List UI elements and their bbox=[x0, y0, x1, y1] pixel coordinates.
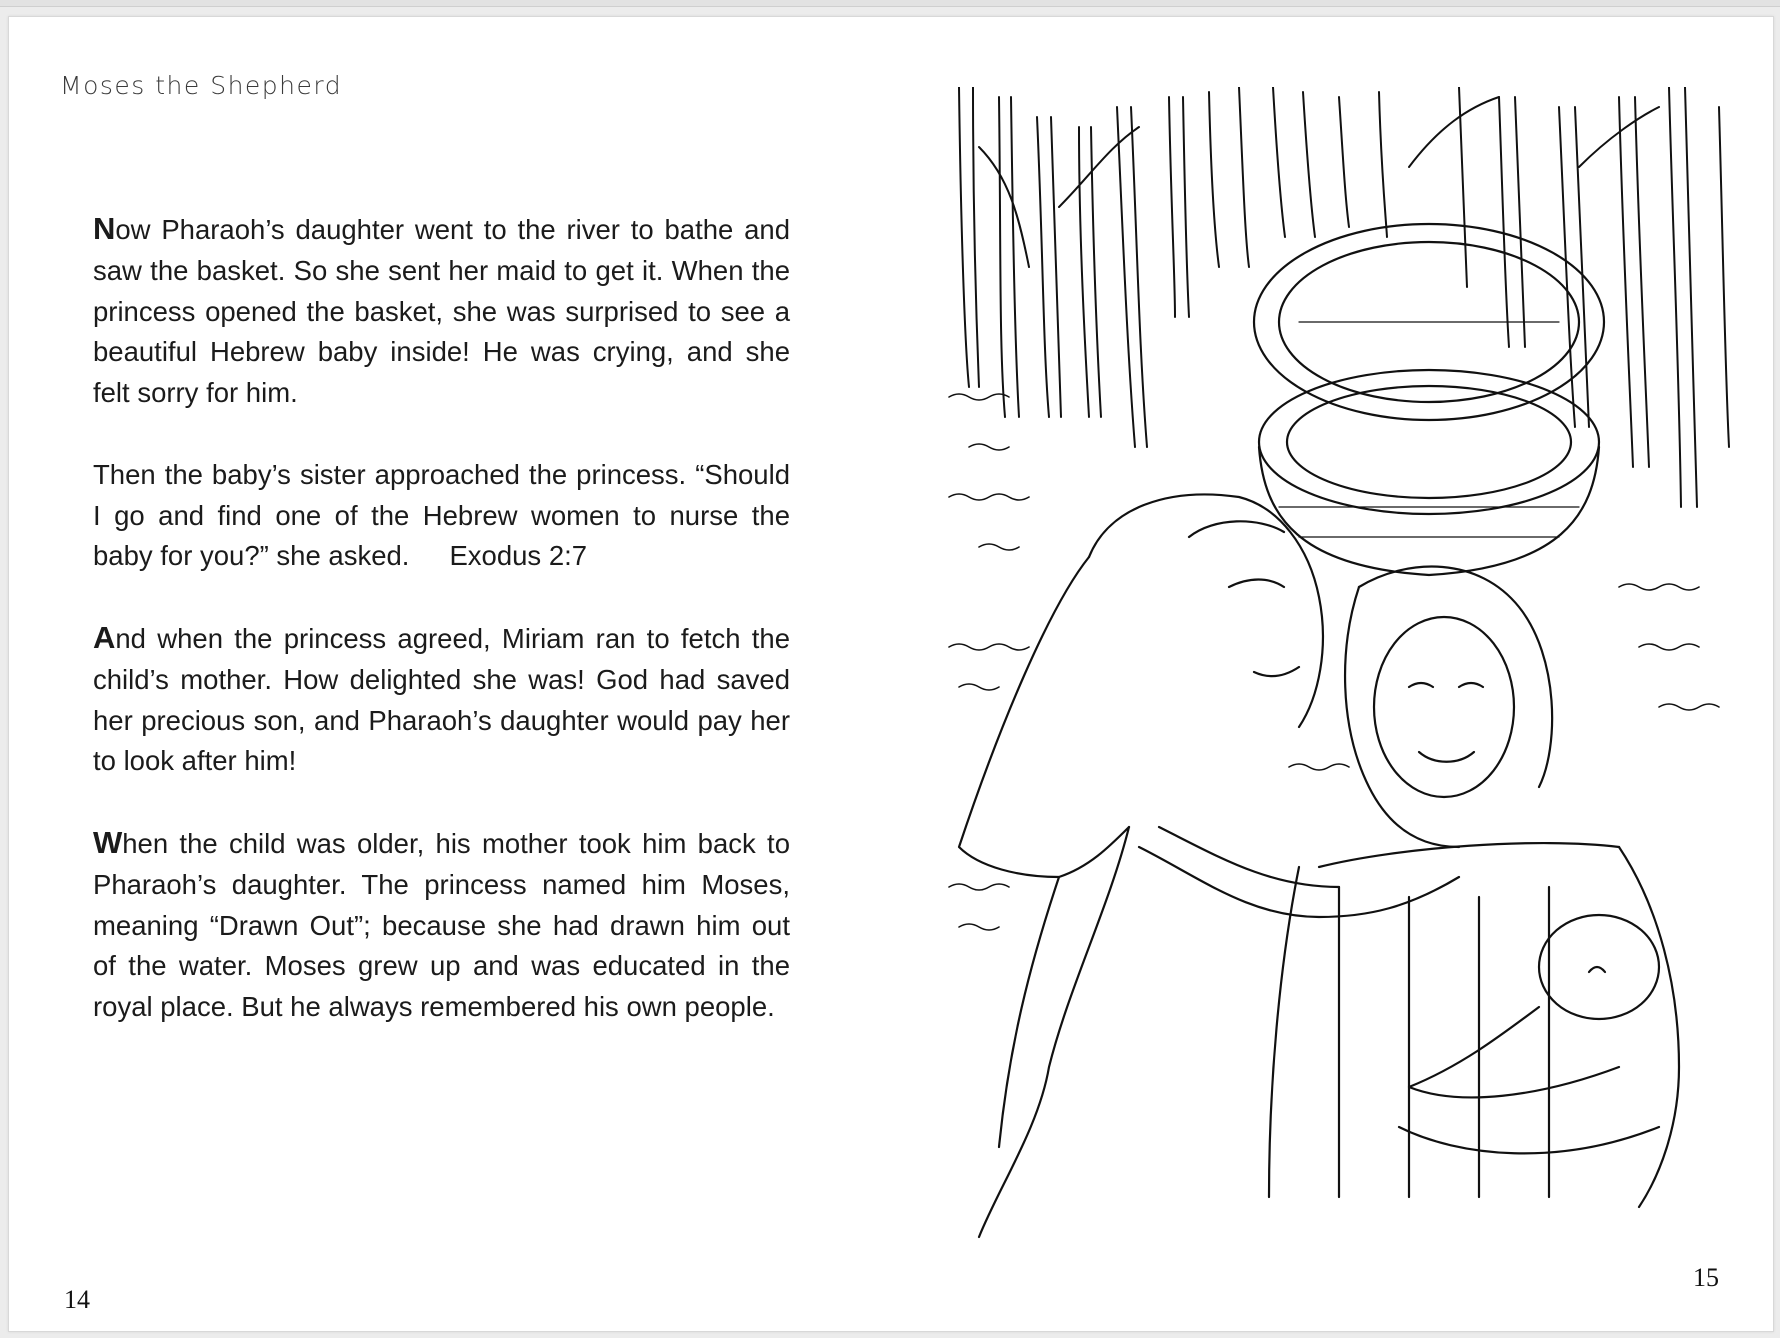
reeds bbox=[959, 87, 1729, 507]
princess-figure bbox=[959, 495, 1459, 1238]
paragraph-2 bbox=[93, 455, 790, 577]
page-number-left: 14 bbox=[64, 1285, 90, 1314]
paragraph-text: ow Pharaoh’s daughter went to the river to bathe and saw the basket. So she sent her maid to get it. When the princess opened the basket, she was surprised to see a beautiful Hebrew baby inside! He was crying, and she felt sorry for him. bbox=[93, 214, 790, 409]
basket bbox=[1259, 370, 1599, 575]
basket-lid bbox=[1254, 224, 1604, 420]
page-number-right: 15 bbox=[1693, 1263, 1719, 1292]
dropcap: A bbox=[93, 619, 116, 655]
book-spread bbox=[8, 16, 1774, 1332]
running-header: Moses the Shepherd bbox=[60, 71, 343, 100]
viewer-top-strip bbox=[0, 0, 1780, 7]
water-ripples bbox=[949, 394, 1719, 930]
paragraph-text: hen the child was older, his mother took him back to Pharaoh’s daughter. The princess named him Moses, meaning “Drawn Out”; because she had drawn him out of the water. Moses grew up and was educated in the royal place. But he always remembered his own people. bbox=[93, 827, 790, 1023]
story-text bbox=[93, 209, 790, 1069]
paragraph-text: nd when the princess agreed, Miriam ran to fetch the child’s mother. How delighted she was! God had saved her precious son, and Pharaoh’s daughter would pay her to look after him! bbox=[93, 622, 790, 777]
paragraph-4 bbox=[93, 823, 790, 1028]
baby-figure bbox=[1399, 915, 1659, 1153]
paragraph-1 bbox=[93, 209, 790, 414]
paragraph-3 bbox=[93, 618, 790, 782]
paragraph-text: Then the baby’s sister approached the princess. “Should I go and find one of the Hebrew women to nurse the baby for you?” she asked. bbox=[93, 458, 790, 572]
scripture-reference: Exodus 2:7 bbox=[449, 540, 588, 572]
dropcap: W bbox=[93, 824, 123, 860]
coloring-page-illustration-icon bbox=[939, 87, 1749, 1287]
dropcap: N bbox=[93, 211, 116, 246]
